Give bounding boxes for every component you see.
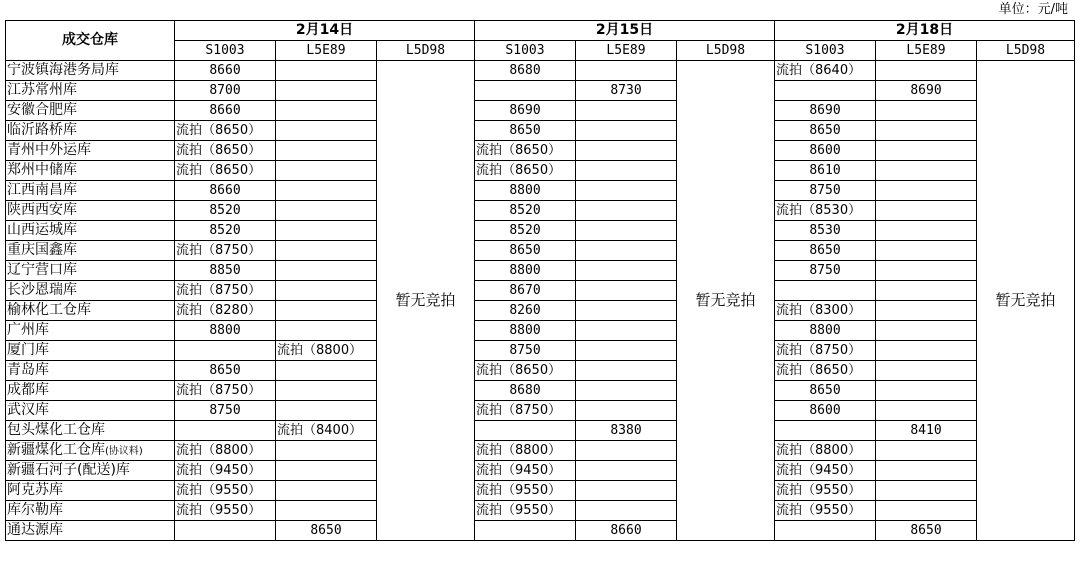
price-cell <box>276 301 377 321</box>
table-row <box>6 441 1075 461</box>
warehouse-name-text: 宁波镇海港务局库 <box>7 62 119 78</box>
price-cell <box>475 81 576 101</box>
price-cell: 8690 <box>876 81 977 101</box>
price-cell: 流拍（8800） <box>775 441 876 461</box>
auction-table <box>5 20 1075 541</box>
price-cell <box>276 481 377 501</box>
warehouse-name-text: 成都库 <box>7 382 49 398</box>
price-cell <box>576 241 677 261</box>
warehouse-name-text: 山西运城库 <box>7 222 77 238</box>
price-cell: 流拍（9550） <box>475 481 576 501</box>
table-row <box>6 501 1075 521</box>
warehouse-name-text: 郑州中储库 <box>7 162 77 178</box>
price-cell <box>876 261 977 281</box>
price-cell: 8530 <box>775 221 876 241</box>
warehouse-name <box>6 381 175 401</box>
warehouse-name <box>6 441 175 461</box>
price-cell: 流拍（9550） <box>175 481 276 501</box>
price-cell: 流拍（8650） <box>175 141 276 161</box>
price-cell <box>576 121 677 141</box>
price-cell: 流拍（9450） <box>175 461 276 481</box>
price-cell <box>576 481 677 501</box>
price-cell <box>775 421 876 441</box>
price-cell: 8520 <box>175 201 276 221</box>
price-cell: 8260 <box>475 301 576 321</box>
price-cell: 流拍（8650） <box>475 141 576 161</box>
price-cell: 8610 <box>775 161 876 181</box>
table-row <box>6 461 1075 481</box>
warehouse-name-text: 武汉库 <box>7 402 49 418</box>
warehouse-name <box>6 221 175 241</box>
price-cell: 流拍（9550） <box>475 501 576 521</box>
price-cell: 流拍（8650） <box>775 361 876 381</box>
price-cell: 8380 <box>576 421 677 441</box>
warehouse-name <box>6 241 175 261</box>
table-row <box>6 101 1075 121</box>
price-cell <box>276 261 377 281</box>
date-header: 2月18日 <box>775 21 1075 41</box>
price-cell <box>576 281 677 301</box>
price-cell <box>576 261 677 281</box>
price-cell: 8750 <box>775 261 876 281</box>
price-cell: 流拍（8800） <box>175 441 276 461</box>
price-cell: 流拍（8750） <box>175 381 276 401</box>
warehouse-name <box>6 61 175 81</box>
warehouse-name-text: 厦门库 <box>7 342 49 358</box>
price-cell <box>576 321 677 341</box>
price-cell <box>876 121 977 141</box>
price-cell: 流拍（8530） <box>775 201 876 221</box>
price-cell <box>175 341 276 361</box>
price-cell <box>276 461 377 481</box>
warehouse-name-text: 青岛库 <box>7 362 49 378</box>
price-cell <box>876 281 977 301</box>
price-cell: 8650 <box>775 241 876 261</box>
price-cell: 8600 <box>775 141 876 161</box>
price-cell <box>876 301 977 321</box>
price-cell <box>876 381 977 401</box>
price-cell: 8800 <box>475 181 576 201</box>
price-cell <box>876 241 977 261</box>
table-row <box>6 321 1075 341</box>
price-cell <box>276 441 377 461</box>
price-cell: 流拍（8640） <box>775 61 876 81</box>
price-cell <box>276 281 377 301</box>
warehouse-header: 成交仓库 <box>6 21 175 61</box>
price-cell <box>276 121 377 141</box>
price-cell: 8800 <box>775 321 876 341</box>
warehouse-name-text: 安徽合肥库 <box>7 102 77 118</box>
price-cell <box>475 421 576 441</box>
price-cell <box>276 101 377 121</box>
price-cell: 8410 <box>876 421 977 441</box>
unit-label: 单位：元/吨 <box>998 2 1068 17</box>
price-cell <box>475 521 576 541</box>
price-cell: 8700 <box>175 81 276 101</box>
price-cell: 流拍（8800） <box>276 341 377 361</box>
warehouse-name-text: 新疆石河子(配送)库 <box>7 462 130 478</box>
no-auction-cell: 暂无竞拍 <box>677 61 775 541</box>
price-cell <box>775 521 876 541</box>
price-cell <box>576 501 677 521</box>
warehouse-name-text: 江苏常州库 <box>7 82 77 98</box>
price-cell: 8660 <box>175 181 276 201</box>
table-row <box>6 301 1075 321</box>
warehouse-name <box>6 141 175 161</box>
warehouse-name <box>6 421 175 441</box>
no-auction-cell: 暂无竞拍 <box>977 61 1075 541</box>
price-cell: 8660 <box>576 521 677 541</box>
grade-header: S1003 <box>775 41 876 61</box>
price-cell: 流拍（8750） <box>775 341 876 361</box>
price-cell <box>276 241 377 261</box>
price-cell: 流拍（9450） <box>475 461 576 481</box>
price-cell: 8660 <box>175 101 276 121</box>
price-cell <box>175 421 276 441</box>
warehouse-name-text: 阿克苏库 <box>7 482 63 498</box>
table-row <box>6 401 1075 421</box>
price-cell: 8680 <box>475 61 576 81</box>
warehouse-name-text: 江西南昌库 <box>7 182 77 198</box>
warehouse-name <box>6 121 175 141</box>
warehouse-name <box>6 321 175 341</box>
date-header: 2月15日 <box>475 21 775 41</box>
price-cell: 流拍（8280） <box>175 301 276 321</box>
price-cell: 流拍（8650） <box>175 161 276 181</box>
warehouse-name-text: 包头煤化工仓库 <box>7 422 105 438</box>
price-cell <box>276 381 377 401</box>
warehouse-name-text: 新疆煤化工仓库 <box>7 441 105 458</box>
warehouse-name-text: 长沙恩瑞库 <box>7 282 77 298</box>
price-cell: 流拍（8650） <box>175 121 276 141</box>
price-cell: 8650 <box>876 521 977 541</box>
price-cell: 8680 <box>475 381 576 401</box>
price-cell: 流拍（9550） <box>175 501 276 521</box>
price-cell <box>876 181 977 201</box>
grade-header: L5E89 <box>876 41 977 61</box>
grade-header: S1003 <box>175 41 276 61</box>
warehouse-name <box>6 521 175 541</box>
price-cell: 8750 <box>175 401 276 421</box>
price-cell <box>276 81 377 101</box>
warehouse-name <box>6 181 175 201</box>
warehouse-name-text: 临沂路桥库 <box>7 122 77 138</box>
price-cell: 8520 <box>475 221 576 241</box>
price-cell <box>276 401 377 421</box>
price-cell <box>276 501 377 521</box>
warehouse-name <box>6 101 175 121</box>
price-cell <box>276 201 377 221</box>
warehouse-name-text: 辽宁营口库 <box>7 262 77 278</box>
price-cell: 流拍（8750） <box>175 281 276 301</box>
price-cell: 8520 <box>175 221 276 241</box>
price-cell: 流拍（8650） <box>475 161 576 181</box>
price-cell: 8670 <box>475 281 576 301</box>
warehouse-name-text: 陕西西安库 <box>7 202 77 218</box>
price-cell: 流拍（8650） <box>475 361 576 381</box>
price-cell <box>576 301 677 321</box>
warehouse-name <box>6 281 175 301</box>
warehouse-name <box>6 481 175 501</box>
price-cell: 8650 <box>475 121 576 141</box>
price-cell <box>876 341 977 361</box>
price-cell: 8650 <box>775 381 876 401</box>
table-row <box>6 221 1075 241</box>
grade-header: L5E89 <box>576 41 677 61</box>
price-cell <box>576 381 677 401</box>
price-cell: 8650 <box>276 521 377 541</box>
grade-header: L5D98 <box>977 41 1075 61</box>
price-cell <box>876 141 977 161</box>
price-cell <box>876 321 977 341</box>
table-row <box>6 261 1075 281</box>
price-cell <box>876 501 977 521</box>
price-cell: 流拍（8750） <box>475 401 576 421</box>
price-cell <box>576 361 677 381</box>
table-row <box>6 81 1075 101</box>
grade-header: L5D98 <box>377 41 475 61</box>
grade-header: L5E89 <box>276 41 377 61</box>
price-cell <box>576 441 677 461</box>
warehouse-note: (协议料) <box>105 445 143 457</box>
price-cell <box>576 461 677 481</box>
price-cell: 8520 <box>475 201 576 221</box>
price-cell <box>876 441 977 461</box>
warehouse-name <box>6 201 175 221</box>
price-cell <box>276 161 377 181</box>
warehouse-name-text: 通达源库 <box>7 522 63 538</box>
price-cell: 8690 <box>475 101 576 121</box>
warehouse-name <box>6 341 175 361</box>
price-cell <box>876 101 977 121</box>
price-cell: 8750 <box>475 341 576 361</box>
price-cell: 8800 <box>475 261 576 281</box>
table-row <box>6 201 1075 221</box>
price-cell: 8730 <box>576 81 677 101</box>
warehouse-name-text: 重庆国鑫库 <box>7 242 77 258</box>
price-cell <box>876 201 977 221</box>
price-cell: 8850 <box>175 261 276 281</box>
price-cell: 流拍（8300） <box>775 301 876 321</box>
table-row <box>6 521 1075 541</box>
price-cell <box>876 481 977 501</box>
price-cell <box>276 361 377 381</box>
grade-header: S1003 <box>475 41 576 61</box>
table-row <box>6 161 1075 181</box>
price-cell <box>876 161 977 181</box>
price-cell: 8650 <box>175 361 276 381</box>
price-cell: 流拍（9450） <box>775 461 876 481</box>
price-cell <box>576 161 677 181</box>
warehouse-name-text: 广州库 <box>7 322 49 338</box>
price-cell: 8660 <box>175 61 276 81</box>
price-cell <box>775 281 876 301</box>
table-row <box>6 481 1075 501</box>
price-cell <box>276 61 377 81</box>
table-row <box>6 281 1075 301</box>
price-cell <box>576 221 677 241</box>
table-row <box>6 241 1075 261</box>
price-cell: 流拍（8800） <box>475 441 576 461</box>
price-cell: 8600 <box>775 401 876 421</box>
price-cell <box>576 61 677 81</box>
price-cell <box>576 181 677 201</box>
price-cell: 8690 <box>775 101 876 121</box>
price-cell <box>276 321 377 341</box>
warehouse-name <box>6 461 175 481</box>
price-cell: 8800 <box>475 321 576 341</box>
table-row <box>6 381 1075 401</box>
warehouse-name <box>6 501 175 521</box>
table-row <box>6 421 1075 441</box>
price-cell <box>276 181 377 201</box>
warehouse-name <box>6 401 175 421</box>
warehouse-name <box>6 301 175 321</box>
warehouse-name <box>6 81 175 101</box>
warehouse-name-text: 库尔勒库 <box>7 502 63 518</box>
price-cell: 流拍（9550） <box>775 481 876 501</box>
price-cell <box>876 401 977 421</box>
price-cell <box>576 101 677 121</box>
warehouse-name <box>6 361 175 381</box>
date-header: 2月14日 <box>175 21 475 41</box>
grade-header: L5D98 <box>677 41 775 61</box>
warehouse-name <box>6 161 175 181</box>
price-cell: 8750 <box>775 181 876 201</box>
price-cell <box>775 81 876 101</box>
price-cell <box>876 361 977 381</box>
warehouse-name-text: 榆林化工仓库 <box>7 302 91 318</box>
price-cell <box>876 221 977 241</box>
price-cell <box>276 141 377 161</box>
price-cell: 8650 <box>475 241 576 261</box>
price-cell: 8650 <box>775 121 876 141</box>
table-row <box>6 341 1075 361</box>
table-row <box>6 181 1075 201</box>
price-cell: 流拍（8400） <box>276 421 377 441</box>
price-cell: 流拍（8750） <box>175 241 276 261</box>
price-cell: 流拍（9550） <box>775 501 876 521</box>
price-cell <box>576 341 677 361</box>
table-row <box>6 361 1075 381</box>
price-cell <box>576 141 677 161</box>
price-cell <box>876 461 977 481</box>
price-cell <box>175 521 276 541</box>
warehouse-name-text: 青州中外运库 <box>7 142 91 158</box>
price-cell <box>576 201 677 221</box>
table-row <box>6 121 1075 141</box>
table-row <box>6 61 1075 81</box>
price-cell <box>276 221 377 241</box>
price-cell: 8800 <box>175 321 276 341</box>
table-row <box>6 141 1075 161</box>
no-auction-cell: 暂无竞拍 <box>377 61 475 541</box>
price-cell <box>576 401 677 421</box>
warehouse-name <box>6 261 175 281</box>
price-cell <box>876 61 977 81</box>
